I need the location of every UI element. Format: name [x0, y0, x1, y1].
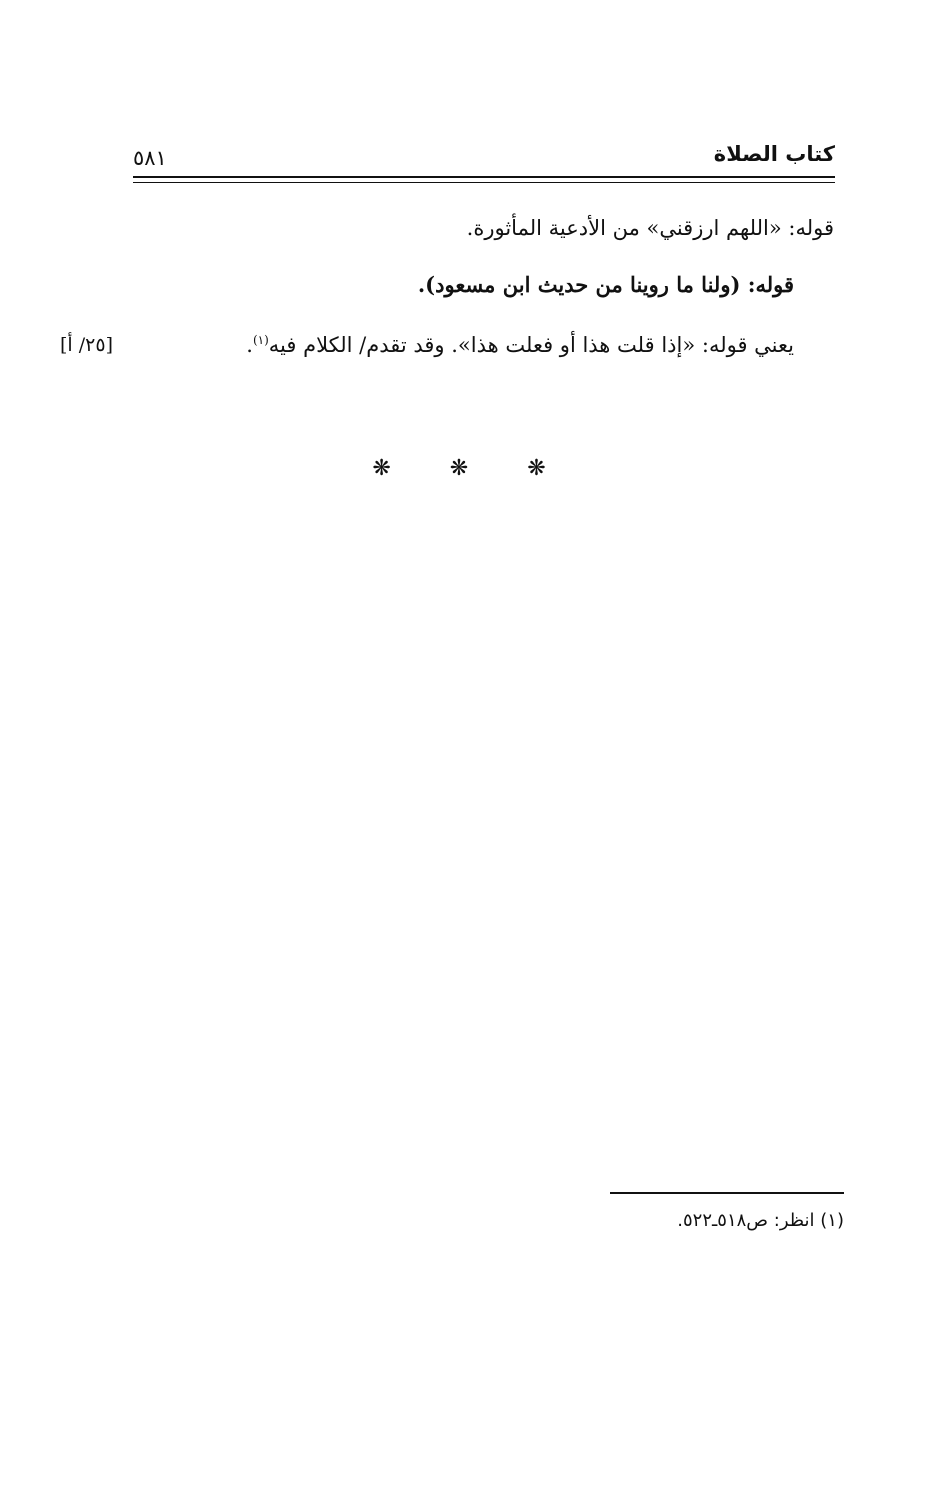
body-line-2-heading: قوله: (ولنا ما روينا من حديث ابن مسعود).: [417, 272, 794, 297]
body-line-3-end: .: [246, 333, 253, 357]
body-line-3: [246, 333, 794, 357]
footnote-rule: [610, 1192, 844, 1194]
book-title: كتاب الصلاة: [713, 142, 835, 166]
header-rule-thin: [133, 182, 835, 183]
footnote: (١) انظر: ص٥١٨ـ٥٢٢.: [677, 1210, 844, 1231]
footnote-reference: (١): [252, 333, 269, 347]
section-separator: ❋ ❋ ❋: [372, 456, 572, 481]
body-line-3-text: يعني قوله: «إذا قلت هذا أو فعلت هذا». وقد تقدم/ الكلام فيه: [268, 333, 794, 357]
manuscript-folio-note: [٢٥/ أ]: [60, 334, 113, 356]
running-head: [133, 138, 835, 172]
header-rule-thick: [133, 176, 835, 178]
body-line-1: قوله: «اللهم ارزقني» من الأدعية المأثورة.: [466, 216, 834, 240]
page-number: ٥٨١: [133, 146, 167, 170]
